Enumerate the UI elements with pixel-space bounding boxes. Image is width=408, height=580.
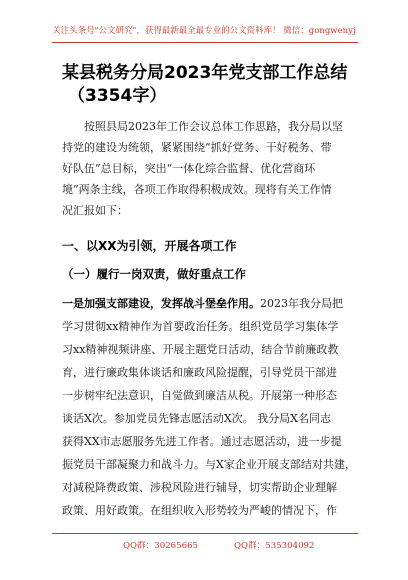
body-first-rest: 2023年我分局把: [260, 297, 343, 310]
body-line: 获得XX市志愿服务先进工作者。通过志愿活动，进一步提: [62, 435, 342, 448]
intro-line: 按照县局2023年工作会议总体工作思路，我分局以坚: [84, 120, 343, 133]
document-title: [62, 62, 362, 108]
intro-paragraph: [62, 120, 352, 220]
body-line: 一步树牢纪法意识，自觉做到廉洁从税。开展第一种形态: [62, 389, 337, 402]
body-first-line: [62, 297, 343, 311]
section-heading: 一、以XX为引领，开展各项工作: [62, 239, 237, 253]
title-line-1: 某县税务分局2023年党支部工作总结: [62, 63, 348, 83]
footer-divider: [52, 533, 358, 534]
body-line: 对减税降费政策、涉税风险进行辅导，切实帮助企业理解: [62, 481, 337, 494]
intro-line: 况汇报如下：: [62, 204, 128, 217]
footer-qq-left: QQ群：30265665: [123, 541, 199, 551]
intro-line: 好队伍”总目标，突出“一体化综合监督、优化营商环: [62, 162, 316, 175]
header-banner: 关注头条号"公文研究"，获得最新最全最专业的公文资料库！ 微信：gongwenyj: [52, 25, 356, 35]
body-paragraph: [62, 297, 356, 522]
intro-line: 境”两条主线，各项工作取得积极成效。现将有关工作情: [62, 183, 332, 196]
header-divider: [52, 42, 358, 43]
body-line: 学习贯彻xx精神作为首要政治任务。组织党员学习集体学: [62, 320, 339, 333]
footer-qq-right: QQ群：535304092: [234, 541, 315, 551]
body-line: 振党员干部凝聚力和战斗力。与X家企业开展支部结对共建，: [62, 458, 356, 471]
intro-line: 持党的建设为统领，紧紧围绕“抓好党务、干好税务、带: [62, 141, 332, 154]
body-line: 育，进行廉政集体谈话和廉政风险提醒，引导党员干部进: [62, 366, 337, 379]
body-line: 习xx精神视频讲座、开展主题党日活动，结合节前廉政教: [62, 343, 339, 356]
body-line: 政策、用好政策。在组织收入形势较为严峻的情况下，作: [62, 504, 337, 517]
subsection-heading: （一）履行一岗双责，做好重点工作: [62, 267, 246, 281]
body-lead: 一是加强支部建设，发挥战斗堡垒作用。: [62, 297, 260, 310]
title-line-2: （3354字）: [68, 86, 167, 106]
body-line: 谈话X次。参加党员先锋志愿活动X次。 我分局X名同志: [62, 412, 331, 425]
